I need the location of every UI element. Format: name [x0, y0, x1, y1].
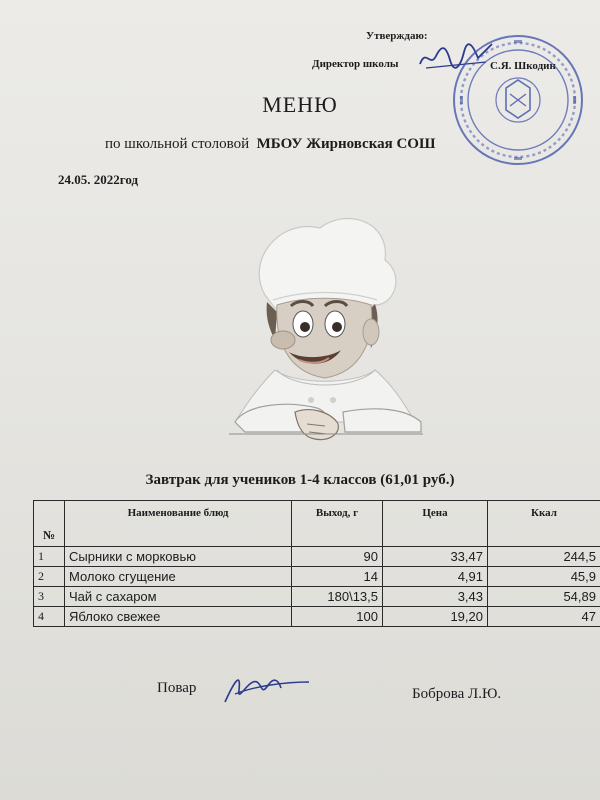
- menu-table: [33, 500, 600, 627]
- dish-name: Сырники с морковью: [65, 547, 292, 567]
- table-row: [34, 607, 600, 627]
- dish-name: Чай с сахаром: [65, 587, 292, 607]
- table-header-row: [34, 501, 600, 547]
- page-title: МЕНЮ: [262, 92, 338, 117]
- subtitle: [105, 136, 435, 153]
- row-index: 3: [34, 587, 65, 607]
- chef-illustration-icon: [225, 200, 425, 445]
- header-yield: Выход, г: [292, 501, 383, 547]
- dish-kcal: 47: [488, 607, 600, 627]
- row-index: 4: [34, 607, 65, 627]
- header-price: Цена: [383, 501, 488, 547]
- cook-label: Повар: [157, 680, 197, 696]
- subtitle-prefix: по школьной столовой: [105, 136, 250, 152]
- director-position: Директор школы: [312, 58, 399, 70]
- dish-kcal: 244,5: [488, 547, 600, 567]
- dish-yield: 180\13,5: [292, 587, 383, 607]
- school-name: МБОУ Жирновская СОШ: [256, 136, 436, 152]
- cook-name: Боброва Л.Ю.: [412, 686, 502, 702]
- dish-yield: 14: [292, 567, 383, 587]
- dish-yield: 100: [292, 607, 383, 627]
- header-name: Наименование блюд: [65, 501, 292, 547]
- director-name: С.Я. Шкодин: [490, 60, 556, 72]
- dish-kcal: 45,9: [488, 567, 600, 587]
- table-row: [34, 567, 600, 587]
- dish-price: 19,20: [383, 607, 488, 627]
- approval-label: Утверждаю:: [366, 30, 428, 42]
- row-index: 1: [34, 547, 65, 567]
- meal-title: Завтрак для учеников 1-4 классов (61,01 руб.): [145, 472, 455, 488]
- table-row: [34, 587, 600, 607]
- header-num: №: [34, 501, 65, 547]
- dish-yield: 90: [292, 547, 383, 567]
- dish-name: Молоко сгущение: [65, 567, 292, 587]
- table-row: [34, 547, 600, 567]
- dish-price: 3,43: [383, 587, 488, 607]
- cook-signature: [205, 660, 315, 715]
- row-index: 2: [34, 567, 65, 587]
- header-kcal: Ккал: [488, 501, 600, 547]
- menu-date: 24.05. 2022год: [58, 172, 139, 187]
- dish-name: Яблоко свежее: [65, 607, 292, 627]
- dish-kcal: 54,89: [488, 587, 600, 607]
- dish-price: 33,47: [383, 547, 488, 567]
- dish-price: 4,91: [383, 567, 488, 587]
